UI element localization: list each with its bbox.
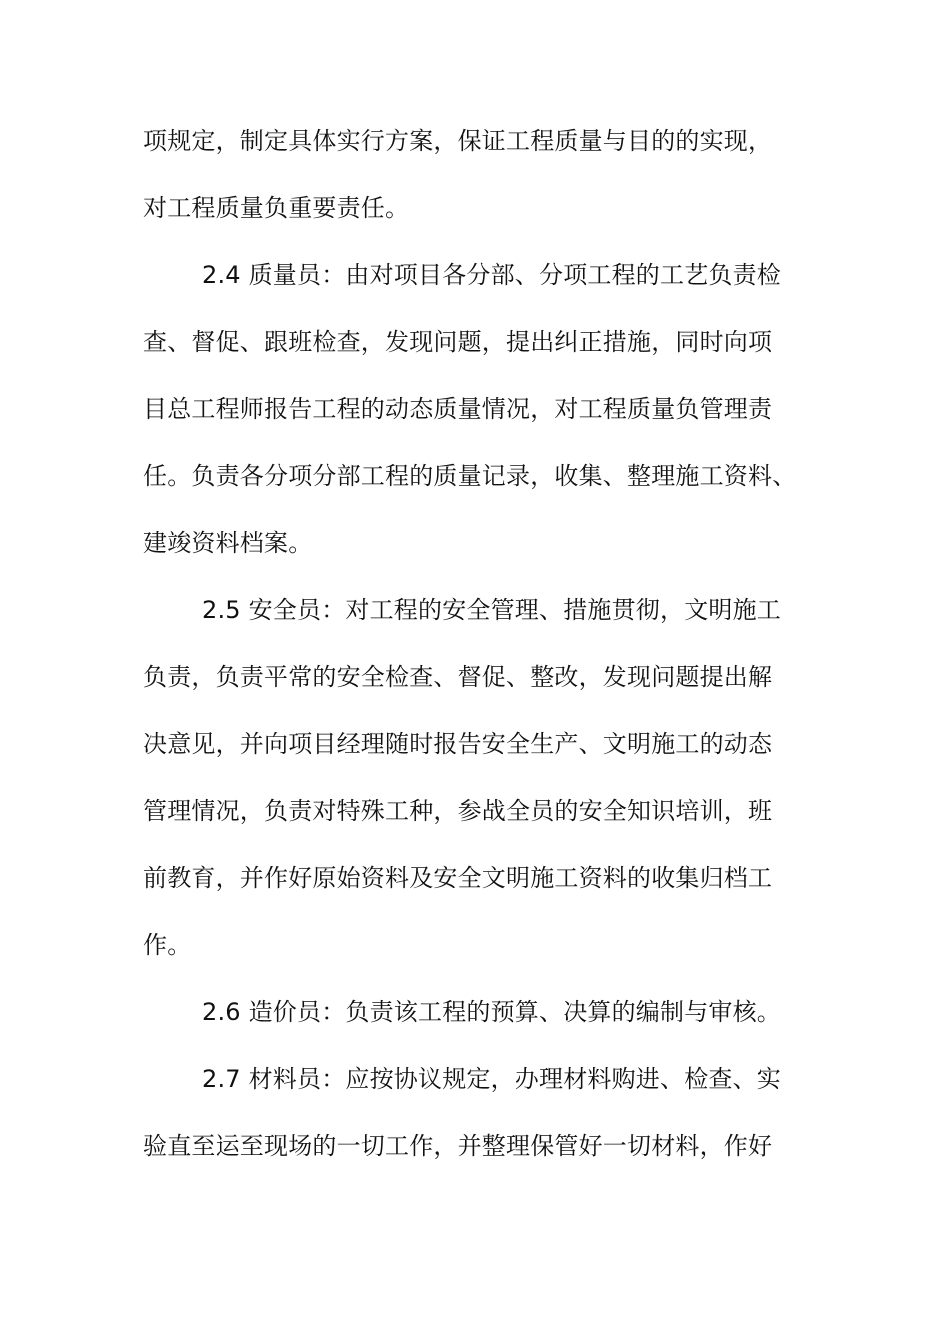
section-2-4-heading-line: 2.4 质量员：由对项目各分部、分项工程的工艺负责检 [202, 261, 781, 289]
text-line-13: 作。 [143, 931, 192, 959]
text-line-4: 查、督促、跟班检查，发现问题，提出纠正措施，同时向项 [143, 328, 773, 356]
text-line-10: 决意见，并向项目经理随时报告安全生产、文明施工的动态 [143, 730, 773, 758]
text-line-16: 验直至运至现场的一切工作，并整理保管好一切材料，作好 [143, 1132, 773, 1160]
section-2-7-heading-line: 2.7 材料员：应按协议规定，办理材料购进、检查、实 [202, 1065, 781, 1093]
text-line-11: 管理情况，负责对特殊工种，参战全员的安全知识培训，班 [143, 797, 773, 825]
text-line-1: 项规定，制定具体实行方案，保证工程质量与目的的实现， [143, 127, 773, 155]
text-line-6: 任。负责各分项分部工程的质量记录，收集、整理施工资料、 [143, 462, 797, 490]
section-2-5-heading-line: 2.5 安全员：对工程的安全管理、措施贯彻，文明施工 [202, 596, 781, 624]
section-2-6-heading-line: 2.6 造价员：负责该工程的预算、决算的编制与审核。 [202, 998, 781, 1026]
text-line-9: 负责，负责平常的安全检查、督促、整改，发现问题提出解 [143, 663, 773, 691]
text-line-12: 前教育，并作好原始资料及安全文明施工资料的收集归档工 [143, 864, 773, 892]
text-line-7: 建竣资料档案。 [143, 529, 313, 557]
text-line-5: 目总工程师报告工程的动态质量情况，对工程质量负管理责 [143, 395, 773, 423]
text-line-2: 对工程质量负重要责任。 [143, 194, 410, 222]
